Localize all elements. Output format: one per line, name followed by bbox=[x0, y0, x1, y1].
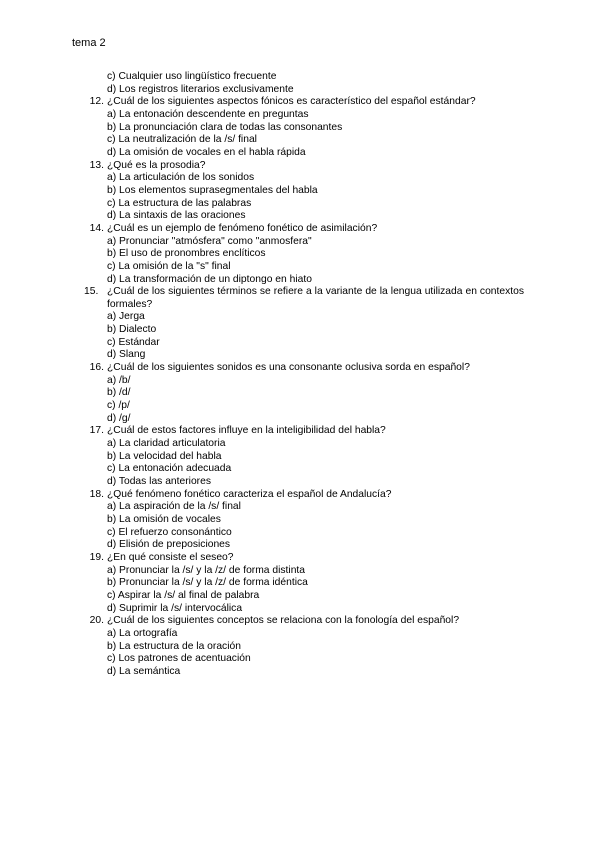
question-15 bbox=[84, 286, 524, 311]
option-line: d) Los registros literarios exclusivamente bbox=[107, 83, 294, 95]
question-list bbox=[84, 71, 524, 679]
option-line: d) La omisión de vocales en el habla rápida bbox=[107, 146, 306, 158]
option-line: b) La omisión de vocales bbox=[107, 513, 221, 525]
question-number: 20. bbox=[89, 615, 104, 627]
option-line: d) Todas las anteriores bbox=[107, 476, 211, 487]
question-text: ¿Qué es la prosodia? bbox=[107, 159, 206, 171]
option-line: c) El refuerzo consonántico bbox=[107, 526, 232, 538]
option-line: b) La pronunciación clara de todas las consonantes bbox=[107, 121, 343, 133]
question-text: ¿Cuál de los siguientes conceptos se relaciona con la fonología del español? bbox=[107, 615, 460, 627]
option-line: c) Cualquier uso lingüístico frecuente bbox=[107, 71, 277, 82]
option-line: b) Los elementos suprasegmentales del habla bbox=[107, 184, 318, 196]
question-text: ¿Cuál de estos factores influye en la inteligibilidad del habla? bbox=[107, 425, 386, 437]
question-text: ¿En qué consiste el seseo? bbox=[107, 551, 234, 563]
option-line: a) La ortografía bbox=[107, 627, 178, 639]
option-line: a) Jerga bbox=[107, 311, 145, 323]
option-line: a) La aspiración de la /s/ final bbox=[107, 501, 241, 513]
option-line: b) El uso de pronombres enclíticos bbox=[107, 248, 266, 260]
option-line: c) Los patrones de acentuación bbox=[107, 653, 251, 665]
option-line: d) La transformación de un diptongo en hiato bbox=[107, 273, 312, 285]
question-text: ¿Cuál de los siguientes aspectos fónicos es característico del español estándar? bbox=[107, 96, 476, 108]
question-13 bbox=[84, 160, 524, 173]
option-line: a) La articulación de los sonidos bbox=[107, 172, 255, 184]
question-number: 17. bbox=[89, 425, 104, 437]
question-text: ¿Cuál de los siguientes términos se refiere a la variante de la lengua utilizada en contextos formales? bbox=[107, 286, 524, 310]
question-number: 12. bbox=[89, 96, 104, 108]
question-16 bbox=[84, 362, 524, 375]
page-header: tema 2 bbox=[72, 37, 106, 49]
option-line: d) /g/ bbox=[107, 412, 131, 424]
option-line: c) /p/ bbox=[107, 400, 130, 412]
option-line: a) La entonación descendente en preguntas bbox=[107, 108, 309, 120]
option-line: c) La neutralización de la /s/ final bbox=[107, 134, 257, 146]
question-12 bbox=[84, 96, 524, 109]
question-number: 14. bbox=[89, 222, 104, 234]
option-line: d) Suprimir la /s/ intervocálica bbox=[107, 602, 243, 614]
option-line: b) /d/ bbox=[107, 387, 131, 399]
option-line: c) La estructura de las palabras bbox=[107, 197, 252, 209]
question-text: ¿Cuál es un ejemplo de fenómeno fonético de asimilación? bbox=[107, 222, 378, 234]
option-line: c) La entonación adecuada bbox=[107, 463, 232, 475]
question-18 bbox=[84, 489, 524, 502]
option-line: b) La estructura de la oración bbox=[107, 640, 241, 652]
option-line: b) Pronunciar la /s/ y la /z/ de forma idéntica bbox=[107, 577, 308, 589]
question-number: 16. bbox=[89, 362, 104, 374]
question-19 bbox=[84, 552, 524, 565]
question-number: 19. bbox=[89, 551, 104, 563]
option-line: d) La semántica bbox=[107, 665, 181, 677]
question-number: 15. bbox=[84, 286, 99, 298]
option-line: d) Elisión de preposiciones bbox=[107, 539, 231, 551]
option-line: c) La omisión de la "s" final bbox=[107, 260, 231, 272]
option-line: c) Aspirar la /s/ al final de palabra bbox=[107, 589, 260, 601]
option-line: d) La sintaxis de las oraciones bbox=[107, 210, 246, 222]
option-line: c) Estándar bbox=[107, 336, 160, 348]
option-line: d) Slang bbox=[107, 349, 146, 361]
question-text: ¿Qué fenómeno fonético caracteriza el español de Andalucía? bbox=[107, 488, 392, 500]
option-line: b) Dialecto bbox=[107, 324, 157, 336]
question-17 bbox=[84, 425, 524, 438]
question-text: ¿Cuál de los siguientes sonidos es una consonante oclusiva sorda en español? bbox=[107, 362, 470, 374]
question-20 bbox=[84, 615, 524, 628]
option-line: a) /b/ bbox=[107, 374, 131, 386]
option-line: a) La claridad articulatoria bbox=[107, 438, 226, 450]
option-line: a) Pronunciar "atmósfera" como "anmosfera" bbox=[107, 235, 312, 247]
option-line: b) La velocidad del habla bbox=[107, 450, 222, 462]
question-number: 18. bbox=[89, 488, 104, 500]
option-line: a) Pronunciar la /s/ y la /z/ de forma distinta bbox=[107, 564, 306, 576]
question-number: 13. bbox=[89, 159, 104, 171]
question-14 bbox=[84, 223, 524, 236]
